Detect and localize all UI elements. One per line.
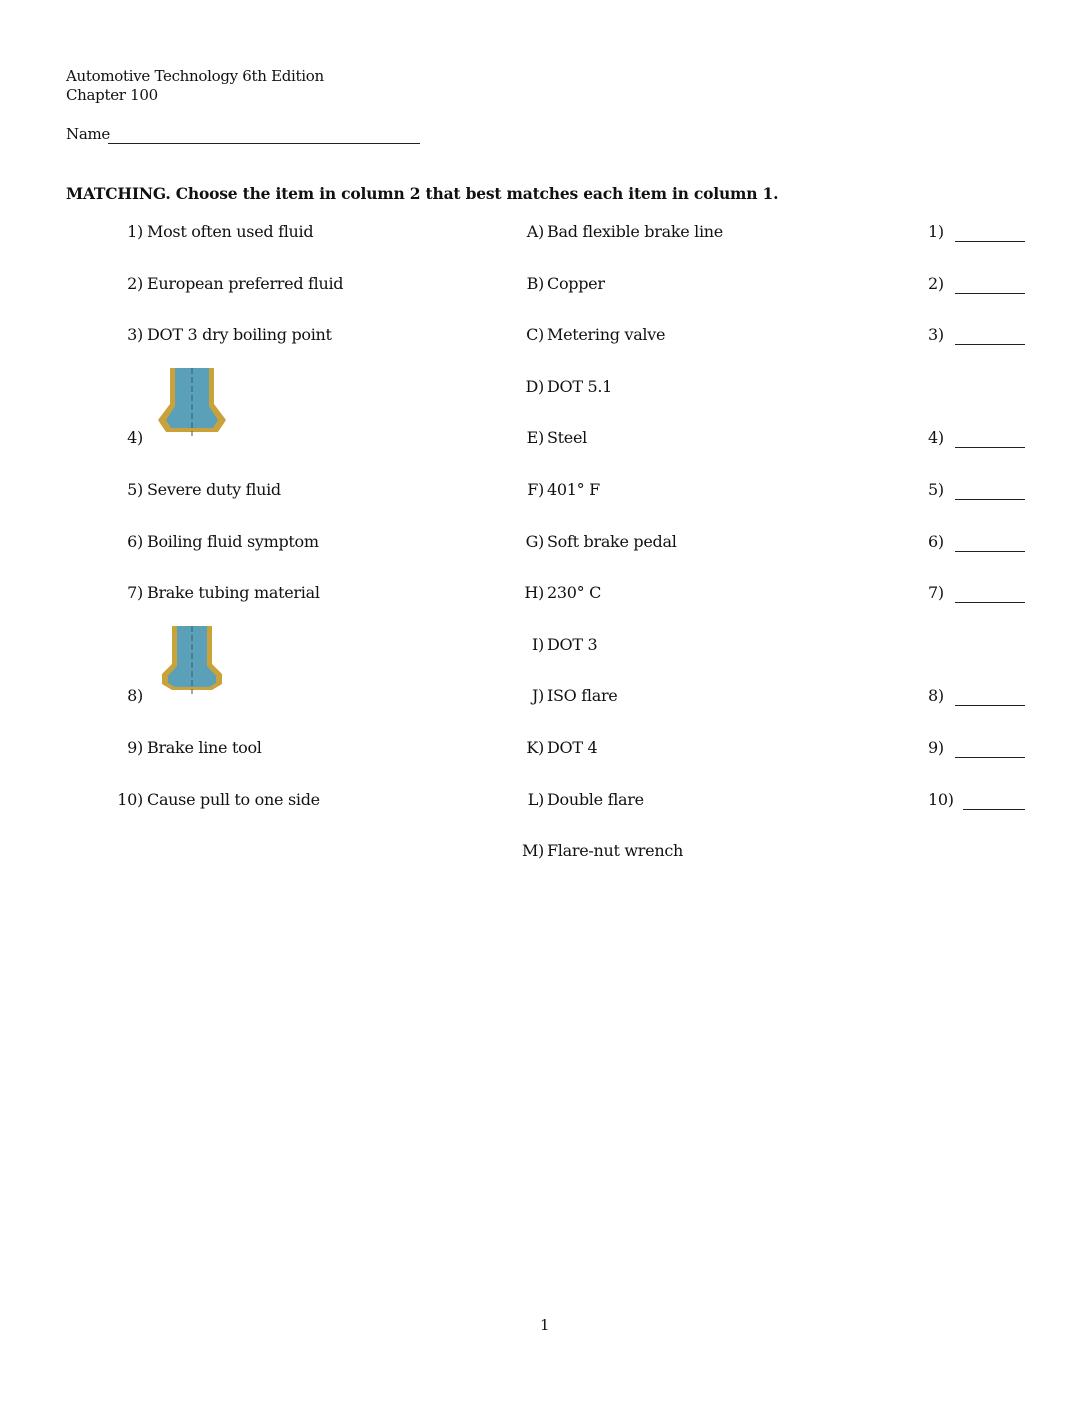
answer-number: 5) [928,480,944,499]
choice-letter: A) [526,222,544,241]
item-number: 7) [127,583,143,603]
choice-letter: K) [526,738,544,757]
matching-row [0,325,1088,349]
matching-row [0,686,1088,710]
choice-text: DOT 5.1 [547,376,613,396]
item-number: 4) [127,428,143,448]
answer-blank[interactable] [955,705,1025,706]
choice-text: Bad flexible brake line [547,222,723,241]
book-title: Automotive Technology 6th Edition [66,67,324,85]
instructions: MATCHING. Choose the item in column 2 that best matches each item in column 1. [66,184,779,203]
choice-text: Double flare [547,789,644,809]
matching-row [0,532,1088,556]
choice-letter: H) [524,583,544,603]
choice-text: Metering valve [547,325,666,345]
matching-row [0,222,1088,246]
matching-row [0,428,1088,452]
answer-number: 4) [928,428,944,448]
answer-blank[interactable] [955,241,1025,242]
answer-blank[interactable] [955,499,1025,500]
choice-text: DOT 4 [547,738,598,757]
matching-row [0,841,1088,865]
answer-blank[interactable] [955,757,1025,758]
answer-blank[interactable] [963,809,1025,810]
choice-letter: I) [532,634,544,654]
item-number: 2) [127,273,143,293]
matching-row [0,790,1088,814]
single-flare-image [158,368,226,440]
answer-blank[interactable] [955,551,1025,552]
matching-row [0,480,1088,504]
item-text: Most often used fluid [147,222,314,241]
item-text: Boiling fluid symptom [147,531,319,551]
choice-letter: E) [526,428,544,448]
item-number: 9) [127,738,143,757]
matching-row [0,583,1088,607]
choice-text: Steel [547,428,587,448]
choice-text: Copper [547,273,605,293]
choice-text: Flare-nut wrench [547,841,683,861]
item-text: Brake tubing material [147,583,320,603]
item-number: 6) [127,531,143,551]
matching-row [0,738,1088,762]
choice-letter: D) [525,376,544,396]
choice-text: 401° F [547,480,600,499]
answer-blank[interactable] [955,447,1025,448]
answer-number: 9) [928,738,944,757]
answer-blank[interactable] [955,293,1025,294]
name-label: Name [66,125,110,143]
item-number: 3) [127,325,143,345]
item-text: Severe duty fluid [147,480,281,499]
item-number: 10) [117,789,143,809]
choice-letter: B) [526,273,544,293]
iso-flare-image [158,626,226,698]
item-number: 5) [127,480,143,499]
choice-letter: M) [521,841,544,861]
answer-blank[interactable] [955,344,1025,345]
item-text: Cause pull to one side [147,789,320,809]
choice-text: DOT 3 [547,634,598,654]
matching-row [0,274,1088,298]
choice-text: Soft brake pedal [547,531,677,551]
answer-blank[interactable] [955,602,1025,603]
item-text: Brake line tool [147,738,262,757]
answer-number: 7) [928,583,944,603]
answer-number: 10) [928,789,954,809]
chapter-title: Chapter 100 [66,86,158,104]
item-text: DOT 3 dry boiling point [147,325,332,345]
name-field[interactable] [108,143,420,144]
choice-letter: C) [526,325,544,345]
answer-number: 1) [928,222,944,241]
choice-letter: F) [527,480,544,499]
answer-number: 6) [928,531,944,551]
answer-number: 2) [928,273,944,293]
choice-letter: L) [527,789,544,809]
item-number: 1) [127,222,143,241]
page-number: 1 [540,1316,550,1334]
choice-letter: J) [531,686,544,706]
choice-letter: G) [525,531,544,551]
choice-text: 230° C [547,583,602,603]
answer-number: 8) [928,686,944,706]
item-text: European preferred fluid [147,273,344,293]
answer-number: 3) [928,325,944,345]
choice-text: ISO flare [547,686,618,706]
item-number: 8) [127,686,143,706]
